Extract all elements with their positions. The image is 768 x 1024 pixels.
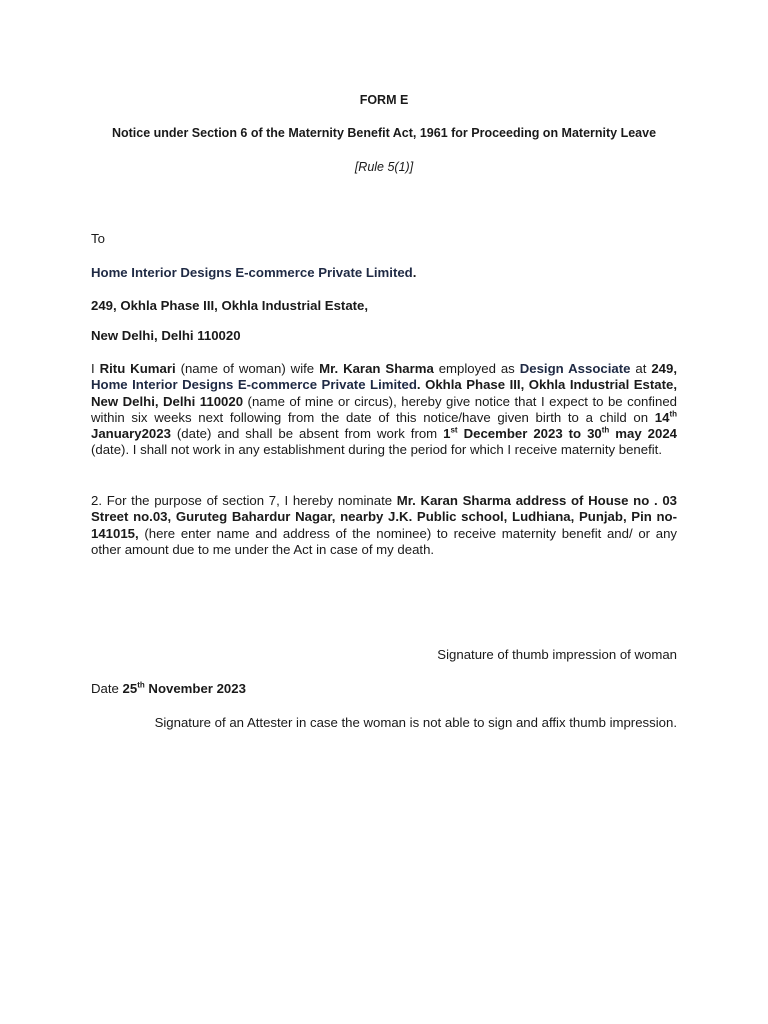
designation: Design Associate xyxy=(519,361,631,376)
p2-text-1: 2. For the purpose of section 7, I hereby nominate xyxy=(91,493,397,508)
from-day: 1 xyxy=(443,426,451,442)
leave-period xyxy=(443,426,677,441)
date-day: 25 xyxy=(122,681,138,696)
from-rest: December 2023 to 30 xyxy=(457,426,602,442)
p1-text-1: I xyxy=(91,361,100,376)
birth-month-year: January2023 xyxy=(91,426,171,442)
date-value xyxy=(123,681,246,696)
to-label: To xyxy=(91,231,105,246)
p1-text-7: (date). I shall not work in any establishment during the period for which I receive maternity benefit. xyxy=(91,442,663,458)
to-day-suffix: th xyxy=(601,425,610,435)
birth-day-suffix: th xyxy=(669,409,677,419)
date-month-year: November 2023 xyxy=(144,681,246,696)
to-rest: may 2024 xyxy=(609,426,677,442)
recipient-company-dot: . xyxy=(412,265,417,280)
recipient-address-line2: New Delhi, Delhi 110020 xyxy=(91,328,241,343)
husband-name: Mr. Karan Sharma xyxy=(319,361,434,376)
establishment-company: Home Interior Designs E-commerce Private Limited xyxy=(91,377,417,393)
form-title: FORM E xyxy=(359,93,409,107)
p1-text-2: (name of woman) wife xyxy=(175,361,320,376)
notice-paragraph xyxy=(91,361,677,459)
date-day-suffix: th xyxy=(137,680,145,690)
establishment-address: . Okhla Phase III, Okhla Industrial Estate, New Delhi, Delhi 110020 xyxy=(91,377,677,409)
p1-text-3: employed as xyxy=(433,361,520,376)
establishment-number: 249, xyxy=(651,361,678,376)
p1-text-6: (date) and shall be absent from work from xyxy=(170,426,444,442)
nominee-details: Mr. Karan Sharma address of House no . 03 Street no.03, Guruteg Bahardur Nagar, nearby J.K. Public school, Ludhiana, Punjab, Pin no- 141015, xyxy=(91,493,677,541)
signature-label: Signature of thumb impression of woman xyxy=(437,647,677,662)
form-subtitle: Notice under Section 6 of the Maternity Benefit Act, 1961 for Proceeding on Maternity Leave xyxy=(111,126,657,140)
p2-text-2: (here enter name and address of the nominee) to receive maternity benefit and/ or any other amount due to me under the Act in case of my death. xyxy=(91,525,677,557)
birth-day: 14 xyxy=(654,409,670,425)
rule-reference: [Rule 5(1)] xyxy=(354,160,414,174)
nomination-paragraph xyxy=(91,493,677,558)
from-day-suffix: st xyxy=(450,425,458,435)
recipient-address-line1: 249, Okhla Phase III, Okhla Industrial Estate, xyxy=(91,298,369,313)
date-line xyxy=(91,681,246,696)
date-label: Date xyxy=(91,681,123,696)
attester-label: Signature of an Attester in case the woman is not able to sign and affix thumb impression. xyxy=(154,715,677,730)
recipient-company-name: Home Interior Designs E-commerce Private Limited xyxy=(91,265,413,280)
p1-text-4: at xyxy=(630,361,652,376)
p1-text-5: (name of mine or circus), hereby give notice that I expect to be confined within six weeks next following from the date of this notice/have given birth to a child on xyxy=(91,393,677,425)
recipient-company xyxy=(91,265,416,280)
woman-name: Ritu Kumari xyxy=(99,361,176,376)
